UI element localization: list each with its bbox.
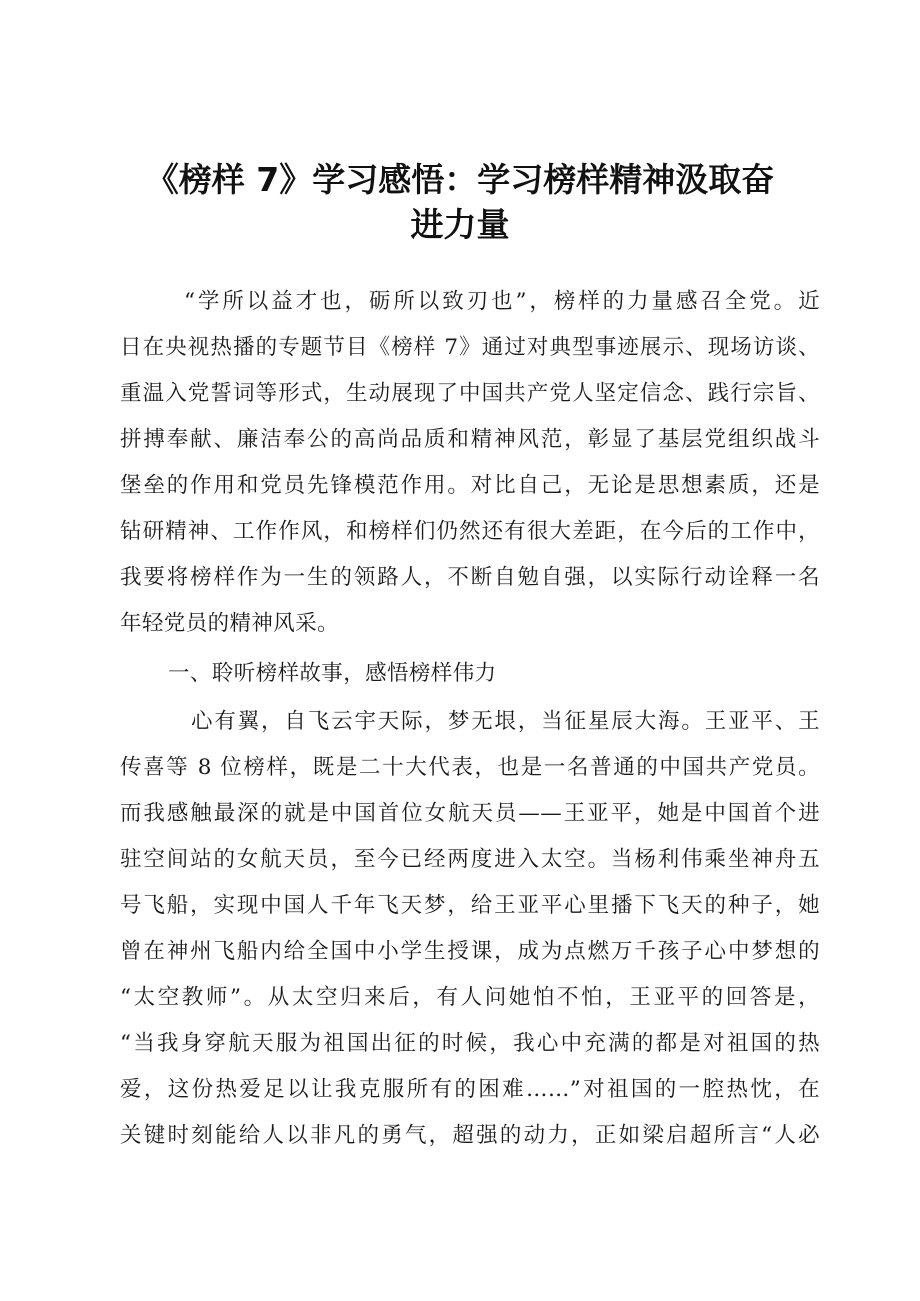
body-paragraph-line: “当我身穿航天服为祖国出征的时候，我心中充满的都是对祖国的热 — [120, 1031, 820, 1056]
section-heading: 一、聆听榜样故事，感悟榜样伟力 — [168, 661, 497, 686]
body-paragraph-line: 传喜等 8 位榜样，既是二十大代表，也是一名普通的中国共产党员。 — [120, 755, 820, 780]
intro-paragraph-line: 日在央视热播的专题节目《榜样 7》通过对典型事迹展示、现场访谈、 — [120, 335, 820, 360]
intro-paragraph-line: 钻研精神、工作作风，和榜样们仍然还有很大差距，在今后的工作中， — [120, 519, 820, 544]
intro-paragraph-line: “学所以益才也，砺所以致刃也”，榜样的力量感召全党。近 — [184, 289, 820, 314]
body-paragraph-line: 心有翼，自飞云宇天际，梦无垠，当征星辰大海。王亚平、王 — [191, 709, 820, 734]
intro-paragraph-line: 年轻党员的精神风采。 — [120, 611, 340, 636]
document-title-line-1: 《榜样 7》学习感悟：学习榜样精神汲取奋 — [145, 160, 775, 199]
body-paragraph-line: 爱，这份热爱足以让我克服所有的困难……”对祖国的一腔热忱，在 — [120, 1077, 820, 1102]
intro-paragraph-line: 拼搏奉献、廉洁奉公的高尚品质和精神风范，彰显了基层党组织战斗 — [120, 427, 820, 452]
intro-paragraph-line: 我要将榜样作为一生的领路人，不断自勉自强，以实际行动诠释一名 — [120, 565, 820, 590]
body-paragraph-line: 曾在神州飞船内给全国中小学生授课，成为点燃万千孩子心中梦想的 — [120, 939, 820, 964]
body-paragraph-line: 而我感触最深的就是中国首位女航天员——王亚平，她是中国首个进 — [120, 801, 820, 826]
document-title-line-2: 进力量 — [410, 205, 510, 244]
body-paragraph-line: 关键时刻能给人以非凡的勇气，超强的动力，正如梁启超所言“人必 — [120, 1123, 820, 1148]
intro-paragraph-line: 重温入党誓词等形式，生动展现了中国共产党人坚定信念、践行宗旨、 — [120, 381, 820, 406]
body-paragraph-line: 号飞船，实现中国人千年飞天梦，给王亚平心里播下飞天的种子，她 — [120, 893, 820, 918]
body-paragraph-line: “太空教师”。从太空归来后，有人问她怕不怕，王亚平的回答是， — [120, 985, 820, 1010]
intro-paragraph-line: 堡垒的作用和党员先锋模范作用。对比自己，无论是思想素质，还是 — [120, 473, 820, 498]
body-paragraph-line: 驻空间站的女航天员，至今已经两度进入太空。当杨利伟乘坐神舟五 — [120, 847, 820, 872]
